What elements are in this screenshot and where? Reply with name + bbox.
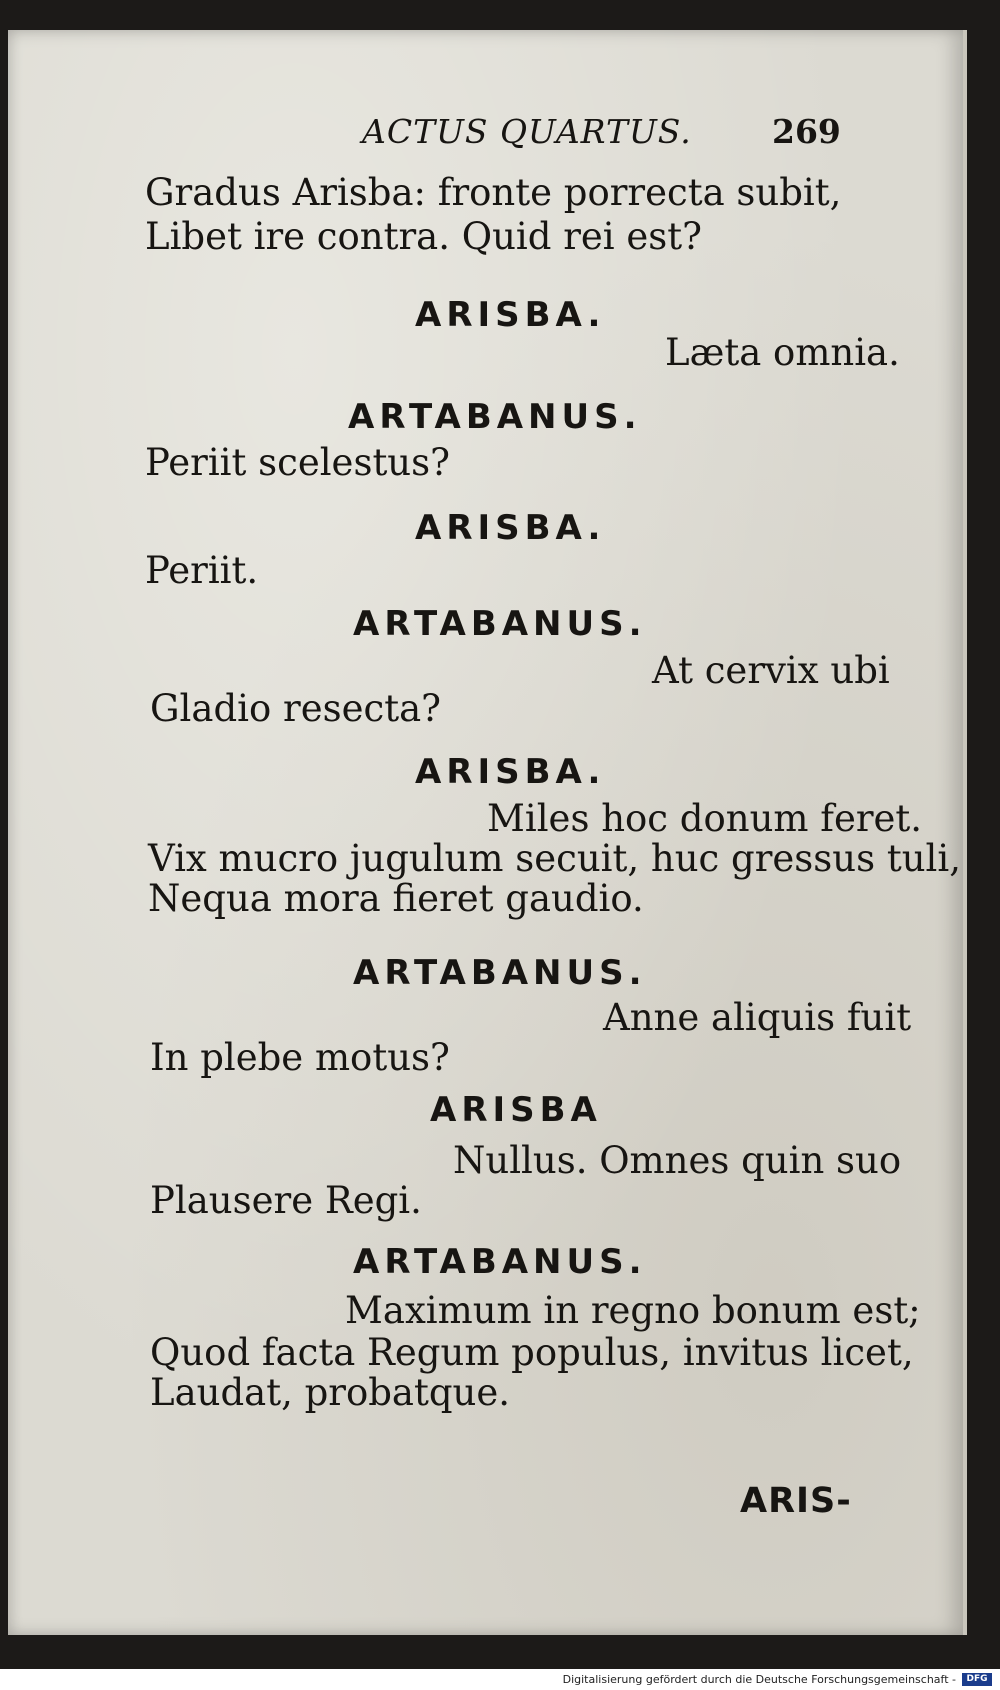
speaker-name: ARTABANUS.	[353, 953, 647, 993]
verse-line: Anne aliquis fuit	[603, 996, 912, 1039]
verse-line: Vix mucro jugulum secuit, huc gressus tuli,	[148, 837, 961, 880]
verse-line: Periit.	[145, 549, 259, 592]
verse-line: Libet ire contra. Quid rei est?	[145, 215, 702, 258]
dfg-logo: DFG	[962, 1673, 992, 1686]
verse-line: In plebe motus?	[150, 1036, 450, 1079]
verse-line: Nequa mora fieret gaudio.	[148, 877, 644, 920]
speaker-name: ARISBA	[430, 1090, 602, 1130]
page-number: 269	[772, 112, 841, 151]
verse-line: Miles hoc donum feret.	[487, 797, 923, 840]
speaker-name: ARTABANUS.	[353, 604, 647, 644]
verse-line: Plausere Regi.	[150, 1179, 422, 1222]
speaker-name: ARTABANUS.	[348, 397, 642, 437]
verse-line: Periit scelestus?	[145, 441, 450, 484]
verse-line: Gradus Arisba: fronte porrecta subit,	[145, 171, 842, 214]
page-edge	[963, 30, 967, 1635]
verse-line: Nullus. Omnes quin suo	[453, 1139, 902, 1182]
digitization-credit: Digitalisierung gefördert durch die Deutsche Forschungsgemeinschaft -	[0, 1669, 1000, 1690]
speaker-name: ARISBA.	[415, 295, 606, 335]
verse-line: Laudat, probatque.	[150, 1371, 511, 1414]
verse-line: Quod facta Regum populus, invitus licet,	[150, 1331, 914, 1374]
speaker-name: ARISBA.	[415, 508, 606, 548]
catchword: ARIS-	[740, 1481, 852, 1521]
running-title: ACTUS QUARTUS.	[362, 112, 692, 151]
verse-line: Maximum in regno bonum est;	[345, 1289, 921, 1332]
speaker-name: ARTABANUS.	[353, 1242, 647, 1282]
verse-line: Gladio resecta?	[150, 687, 441, 730]
speaker-name: ARISBA.	[415, 752, 606, 792]
verse-line: At cervix ubi	[652, 649, 890, 692]
verse-line: Læta omnia.	[665, 331, 900, 374]
